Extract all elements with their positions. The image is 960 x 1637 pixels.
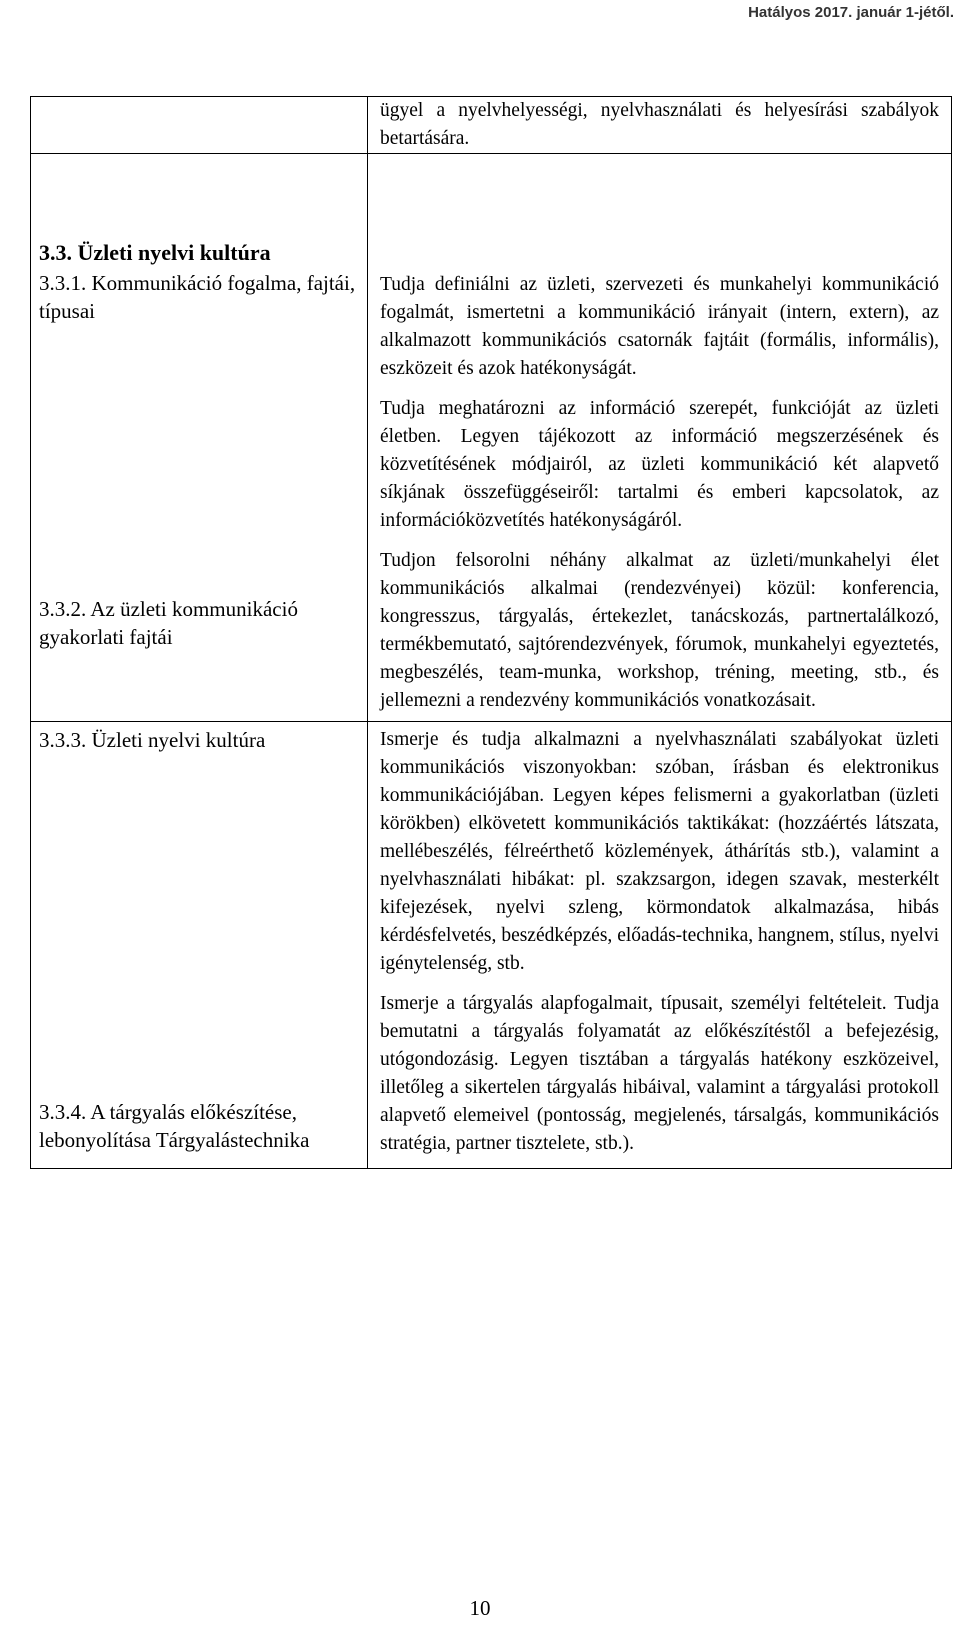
left-cell (31, 154, 368, 722)
subsection-3-3-3: 3.3.3. Üzleti nyelvi kultúra (39, 728, 266, 752)
effective-date: Hatályos 2017. január 1-jétől. (748, 4, 954, 21)
paragraph: Tudjon felsorolni néhány alkalmat az üzleti/munkahelyi élet kommunikációs alkalmai (rendezvényei) közül: konferencia, kongresszus, tárgyalás, értekezlet, tanácskozás, partnertalálkozó, termékbemutató, sajtórendezvények, fórumok, munkahelyi egyeztetés, megbeszélés, team-munka, workshop, tréning, meeting, stb., és jellemezni a rendezvény kommunikációs vonatkozásait. (380, 550, 939, 711)
curriculum-table (30, 96, 952, 1169)
right-cell (368, 97, 952, 154)
paragraph: Ismerje a tárgyalás alapfogalmait, típusait, személyi feltételeit. Tudja bemutatni a tárgyalás folyamatát az előkészítéstől a befejezésig, utógondozásig. Legyen tisztában a tárgyalás hatékony eszközeivel, illetőleg a sikertelen tárgyalás hibáival, valamint a tárgyalási protokoll alapvető elemeivel (pontosság, megjelenés, társalgás, kommunikációs stratégia, partner tisztelete, stb.). (380, 993, 939, 1154)
subsection-3-3-1: 3.3.1. Kommunikáció fogalma, fajtái, típusai (39, 271, 356, 323)
paragraph: Tudja definiálni az üzleti, szervezeti és munkahelyi kommunikáció fogalmát, ismertetni a kommunikáció irányait (intern, extern), az alkalmazott kommunikációs csatornák fajtáit (formális, informális), eszközeit és azok hatékonyságát. (380, 274, 939, 379)
subsection-3-3-4: 3.3.4. A tárgyalás előkészítése, lebonyolítása Tárgyalástechnika (39, 1100, 310, 1152)
left-cell-empty (31, 97, 368, 154)
right-cell (368, 154, 952, 722)
left-cell (31, 722, 368, 1169)
right-cell (368, 722, 952, 1169)
page-number: 10 (469, 1596, 491, 1620)
subsection-3-3-2: 3.3.2. Az üzleti kommunikáció gyakorlati fajtái (39, 597, 298, 649)
table-row (31, 97, 952, 154)
table-row (31, 722, 952, 1169)
document-page (30, 96, 952, 1169)
section-title: 3.3. Üzleti nyelvi kultúra (39, 240, 271, 265)
paragraph: Tudja meghatározni az információ szerepét, funkcióját az üzleti életben. Legyen tájékozott az információ megszerzésének és közvetítésének módjairól, az üzleti kommunikáció két alapvető síkjának összefüggéseiről: tartalmi és emberi kapcsolatok, az információközvetítés hatékonyságáról. (380, 398, 939, 531)
paragraph: Ismerje és tudja alkalmazni a nyelvhasználati szabályokat üzleti kommunikációs viszonyokban: szóban, írásban és elektronikus kommunikációjában. Legyen képes felismerni a gyakorlatban (üzleti körökben) elkövetett kommunikációs taktikákat: (hozzáértés látszata, mellébeszélés, félreérthető közlemények, áthárítás stb.), valamint a nyelvhasználati hibákat: pl. szakzsargon, idegen szavak, mesterkélt kifejezések, nyelvi szleng, körmondatok alkalmazása, hibás kérdésfelvetés, beszédképzés, előadás-technika, hangnem, stílus, nyelvi igénytelenség, stb. (380, 729, 939, 974)
page-header (0, 4, 960, 26)
continued-text: ügyel a nyelvhelyességi, nyelvhasználati és helyesírási szabályok betartására. (380, 100, 939, 149)
table-row (31, 154, 952, 722)
